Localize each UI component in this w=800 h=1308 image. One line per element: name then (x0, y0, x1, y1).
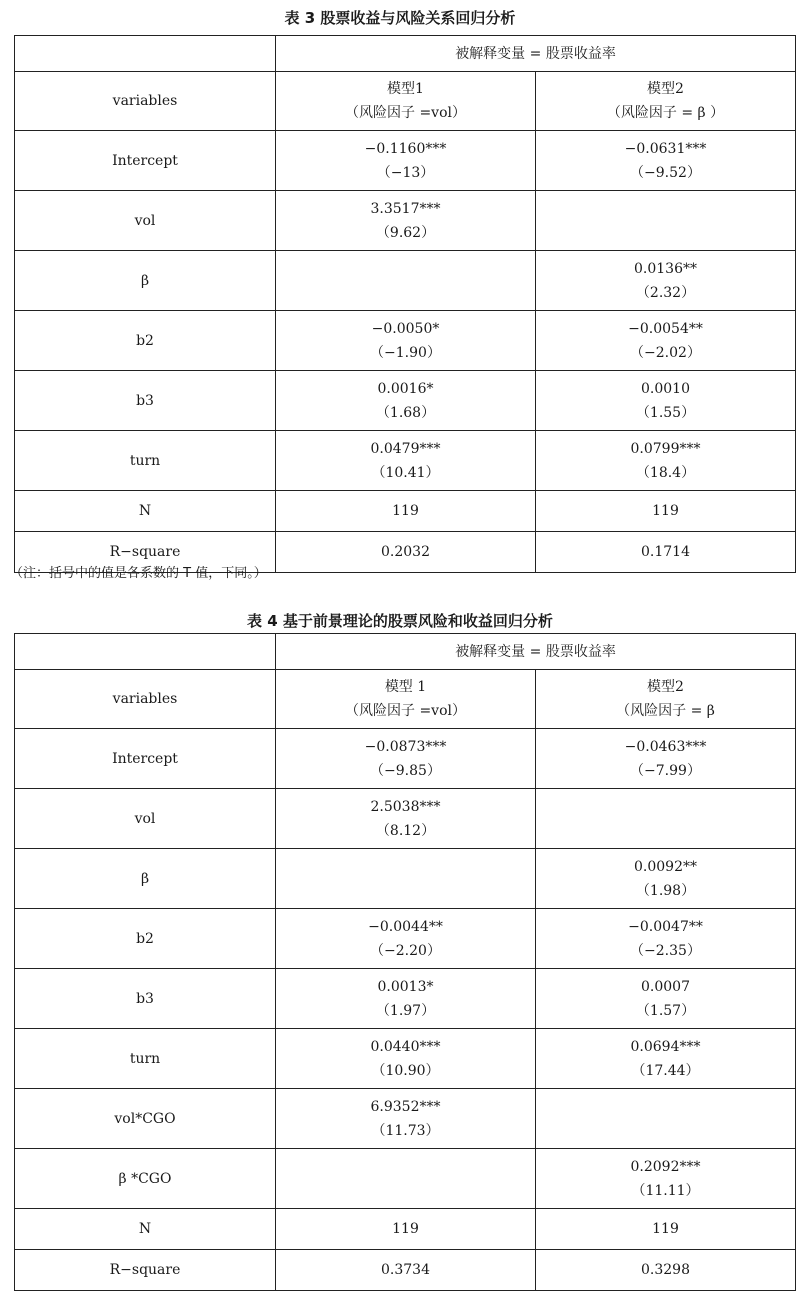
row-label: b3 (15, 371, 276, 431)
t-value: （1.97） (375, 1002, 436, 1019)
model1-cell (276, 909, 536, 969)
coefficient: 2.5038*** (370, 798, 441, 815)
coefficient: 0.0799*** (630, 440, 701, 457)
coefficient: 0.0479*** (370, 440, 441, 457)
t-value: （−13） (376, 164, 435, 181)
table-row (15, 191, 796, 251)
coefficient: 0.0440*** (370, 1038, 441, 1055)
t-value: （−2.35） (630, 942, 701, 959)
coefficient: 0.0007 (641, 978, 690, 995)
model1-n: 119 (276, 491, 536, 532)
t-value: （1.98） (635, 882, 696, 899)
row-label: β (15, 251, 276, 311)
model2-cell (536, 1029, 796, 1089)
table4-model2-name: 模型2 (647, 679, 684, 695)
table3-model1-factor: （风险因子 =vol） (345, 105, 466, 121)
table3-model1-name: 模型1 (387, 81, 424, 97)
table4-dependent-variable: 被解释变量 = 股票收益率 (276, 634, 796, 670)
table4-model2-header (536, 670, 796, 729)
table4-corner-cell (15, 634, 276, 670)
row-label: vol*CGO (15, 1089, 276, 1149)
t-value: （18.4） (635, 464, 696, 481)
t-value: （−2.02） (630, 344, 701, 361)
table4-model1-header (276, 670, 536, 729)
table3-model-row (15, 72, 796, 131)
t-value: （11.73） (371, 1122, 440, 1139)
row-label: Intercept (15, 131, 276, 191)
model2-r2: 0.3298 (536, 1250, 796, 1291)
table4-model1-name: 模型 1 (384, 679, 427, 695)
coefficient: −0.0054** (628, 320, 703, 337)
model1-cell (276, 371, 536, 431)
table-row (15, 969, 796, 1029)
table-note: （注：括号中的值是各系数的 T 值，下同。） (10, 566, 267, 581)
model1-cell (276, 311, 536, 371)
table4 (14, 633, 796, 1291)
model2-cell (536, 1149, 796, 1209)
model2-cell (536, 431, 796, 491)
row-label: vol (15, 789, 276, 849)
coefficient: 0.0013* (377, 978, 434, 995)
t-value: （10.90） (371, 1062, 440, 1079)
table-row (15, 849, 796, 909)
table4-r2-row (15, 1250, 796, 1291)
model1-cell (276, 1149, 536, 1209)
model1-cell (276, 969, 536, 1029)
t-value: （−7.99） (630, 762, 701, 779)
coefficient: 0.0136** (634, 260, 697, 277)
model1-r2: 0.3734 (276, 1250, 536, 1291)
row-label: turn (15, 431, 276, 491)
model2-cell (536, 251, 796, 311)
model2-r2: 0.1714 (536, 532, 796, 573)
t-value: （1.55） (635, 404, 696, 421)
coefficient: −0.0631*** (624, 140, 707, 157)
coefficient: −0.0873*** (364, 738, 447, 755)
coefficient: 0.0016* (377, 380, 434, 397)
t-value: （1.68） (375, 404, 436, 421)
model1-cell (276, 849, 536, 909)
coefficient: 3.3517*** (370, 200, 441, 217)
t-value: （9.62） (375, 224, 436, 241)
table3-model2-factor: （风险因子 = β ） (606, 105, 725, 121)
table-row (15, 251, 796, 311)
model2-cell (536, 849, 796, 909)
coefficient: 0.0694*** (630, 1038, 701, 1055)
coefficient: 6.9352*** (370, 1098, 441, 1115)
table4-model-row (15, 670, 796, 729)
row-label: R−square (15, 1250, 276, 1291)
table-row (15, 131, 796, 191)
table4-n-row (15, 1209, 796, 1250)
model1-cell (276, 1089, 536, 1149)
table-row (15, 789, 796, 849)
table-row (15, 431, 796, 491)
row-label: turn (15, 1029, 276, 1089)
row-label: β (15, 849, 276, 909)
model1-cell (276, 131, 536, 191)
row-label: vol (15, 191, 276, 251)
table3-model2-name: 模型2 (647, 81, 684, 97)
model1-cell (276, 789, 536, 849)
coefficient: 0.2092*** (630, 1158, 701, 1175)
t-value: （−9.85） (370, 762, 441, 779)
model1-cell (276, 251, 536, 311)
table-row (15, 1029, 796, 1089)
table4-model2-factor: （风险因子 = β (616, 703, 715, 719)
row-label: β *CGO (15, 1149, 276, 1209)
table-row (15, 729, 796, 789)
table4-variables-label: variables (15, 670, 276, 729)
t-value: （−2.20） (370, 942, 441, 959)
t-value: （1.57） (635, 1002, 696, 1019)
row-label: N (15, 1209, 276, 1250)
model2-cell (536, 311, 796, 371)
table-row (15, 371, 796, 431)
table3-title: 表 3 股票收益与风险关系回归分析 (284, 9, 516, 27)
table3-dependent-variable: 被解释变量 = 股票收益率 (276, 36, 796, 72)
model1-cell (276, 431, 536, 491)
table3-model2-header (536, 72, 796, 131)
row-label: b3 (15, 969, 276, 1029)
t-value: （8.12） (375, 822, 436, 839)
table-row (15, 1149, 796, 1209)
model2-cell (536, 191, 796, 251)
coefficient: −0.1160*** (364, 140, 447, 157)
table3-n-row (15, 491, 796, 532)
model2-cell (536, 909, 796, 969)
row-label: Intercept (15, 729, 276, 789)
coefficient: −0.0044** (368, 918, 443, 935)
table3 (14, 35, 796, 573)
coefficient: −0.0047** (628, 918, 703, 935)
model2-cell (536, 371, 796, 431)
model2-n: 119 (536, 491, 796, 532)
row-label: N (15, 491, 276, 532)
t-value: （17.44） (631, 1062, 700, 1079)
table-row (15, 1089, 796, 1149)
model2-cell (536, 789, 796, 849)
table3-corner-cell (15, 36, 276, 72)
model1-cell (276, 1029, 536, 1089)
t-value: （2.32） (635, 284, 696, 301)
coefficient: 0.0092** (634, 858, 697, 875)
table-row (15, 311, 796, 371)
row-label: b2 (15, 311, 276, 371)
table3-header-row (15, 36, 796, 72)
t-value: （−1.90） (370, 344, 441, 361)
model2-cell (536, 969, 796, 1029)
model1-r2: 0.2032 (276, 532, 536, 573)
model2-cell (536, 131, 796, 191)
coefficient: −0.0050* (371, 320, 440, 337)
coefficient: −0.0463*** (624, 738, 707, 755)
table3-model1-header (276, 72, 536, 131)
table4-model1-factor: （风险因子 =vol） (345, 703, 466, 719)
table4-header-row (15, 634, 796, 670)
model1-cell (276, 191, 536, 251)
model2-cell (536, 1089, 796, 1149)
t-value: （11.11） (631, 1182, 700, 1199)
table3-variables-label: variables (15, 72, 276, 131)
model1-cell (276, 729, 536, 789)
row-label: b2 (15, 909, 276, 969)
table4-title: 表 4 基于前景理论的股票风险和收益回归分析 (247, 612, 553, 630)
t-value: （10.41） (371, 464, 440, 481)
model2-n: 119 (536, 1209, 796, 1250)
coefficient: 0.0010 (641, 380, 690, 397)
model2-cell (536, 729, 796, 789)
table-row (15, 909, 796, 969)
row-label: R−square (15, 532, 276, 573)
t-value: （−9.52） (630, 164, 701, 181)
model1-n: 119 (276, 1209, 536, 1250)
